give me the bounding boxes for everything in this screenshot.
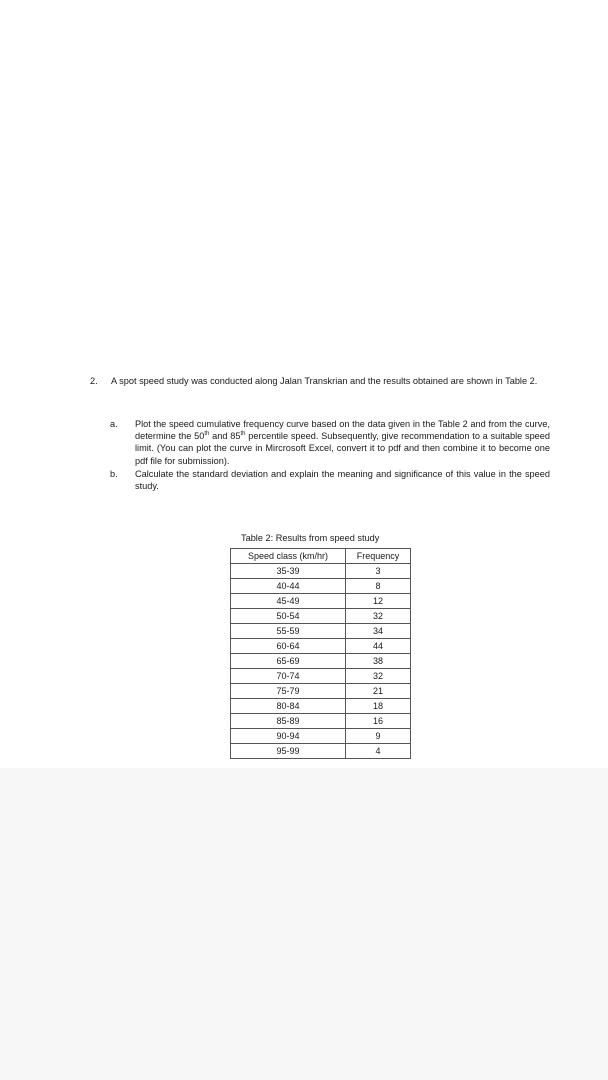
speed-class-cell: 50-54 <box>231 609 346 624</box>
speed-study-table <box>230 548 411 759</box>
question-parts <box>110 418 550 493</box>
speed-class-cell: 60-64 <box>231 639 346 654</box>
table-row <box>231 639 411 654</box>
frequency-cell: 34 <box>346 624 411 639</box>
part-b <box>110 468 550 492</box>
speed-class-cell: 35-39 <box>231 564 346 579</box>
speed-class-cell: 85-89 <box>231 714 346 729</box>
header-speed-class: Speed class (km/hr) <box>231 549 346 564</box>
table-row <box>231 669 411 684</box>
frequency-cell: 32 <box>346 669 411 684</box>
table-row <box>231 624 411 639</box>
table-row <box>231 699 411 714</box>
part-b-text: Calculate the standard deviation and explain the meaning and significance of this value in the speed study. <box>135 468 550 492</box>
part-a-letter: a. <box>110 419 118 429</box>
speed-class-cell: 40-44 <box>231 579 346 594</box>
question-number: 2. <box>90 376 98 386</box>
frequency-cell: 21 <box>346 684 411 699</box>
speed-class-cell: 55-59 <box>231 624 346 639</box>
frequency-cell: 9 <box>346 729 411 744</box>
part-a-text-3: percentile speed. Subsequently, give recommendation to a suitable speed limit. (You can plot the curve in Mircrosoft Excel, convert it to pdf and then combine it to become one pdf file for submission). <box>135 431 551 466</box>
speed-class-cell: 95-99 <box>231 744 346 759</box>
table-row <box>231 594 411 609</box>
table-header-row <box>231 549 411 564</box>
frequency-cell: 16 <box>346 714 411 729</box>
frequency-cell: 3 <box>346 564 411 579</box>
table-row <box>231 744 411 759</box>
table-row <box>231 609 411 624</box>
speed-class-cell: 65-69 <box>231 654 346 669</box>
part-a <box>110 418 550 467</box>
table-row <box>231 714 411 729</box>
question-2 <box>90 375 550 388</box>
part-a-sup-2: th <box>240 431 246 438</box>
part-a-text-2: and 85 <box>209 431 241 442</box>
part-a-sup-1: th <box>204 431 210 438</box>
table-caption: Table 2: Results from speed study <box>241 533 380 543</box>
frequency-cell: 12 <box>346 594 411 609</box>
header-frequency: Frequency <box>346 549 411 564</box>
question-text: A spot speed study was conducted along Jalan Transkrian and the results obtained are shown in Table 2. <box>111 376 538 386</box>
speed-class-cell: 45-49 <box>231 594 346 609</box>
table-row <box>231 654 411 669</box>
speed-class-cell: 90-94 <box>231 729 346 744</box>
speed-class-cell: 70-74 <box>231 669 346 684</box>
frequency-cell: 4 <box>346 744 411 759</box>
part-a-text-1: Plot the speed cumulative frequency curve based on the data given in the Table 2 and from the curve, determine the 50 <box>135 419 550 442</box>
part-b-letter: b. <box>110 468 118 479</box>
table-row <box>231 729 411 744</box>
speed-class-cell: 80-84 <box>231 699 346 714</box>
frequency-cell: 8 <box>346 579 411 594</box>
table-row <box>231 684 411 699</box>
frequency-cell: 18 <box>346 699 411 714</box>
frequency-cell: 44 <box>346 639 411 654</box>
frequency-cell: 38 <box>346 654 411 669</box>
speed-class-cell: 75-79 <box>231 684 346 699</box>
frequency-cell: 32 <box>346 609 411 624</box>
table-row <box>231 564 411 579</box>
table-row <box>231 579 411 594</box>
